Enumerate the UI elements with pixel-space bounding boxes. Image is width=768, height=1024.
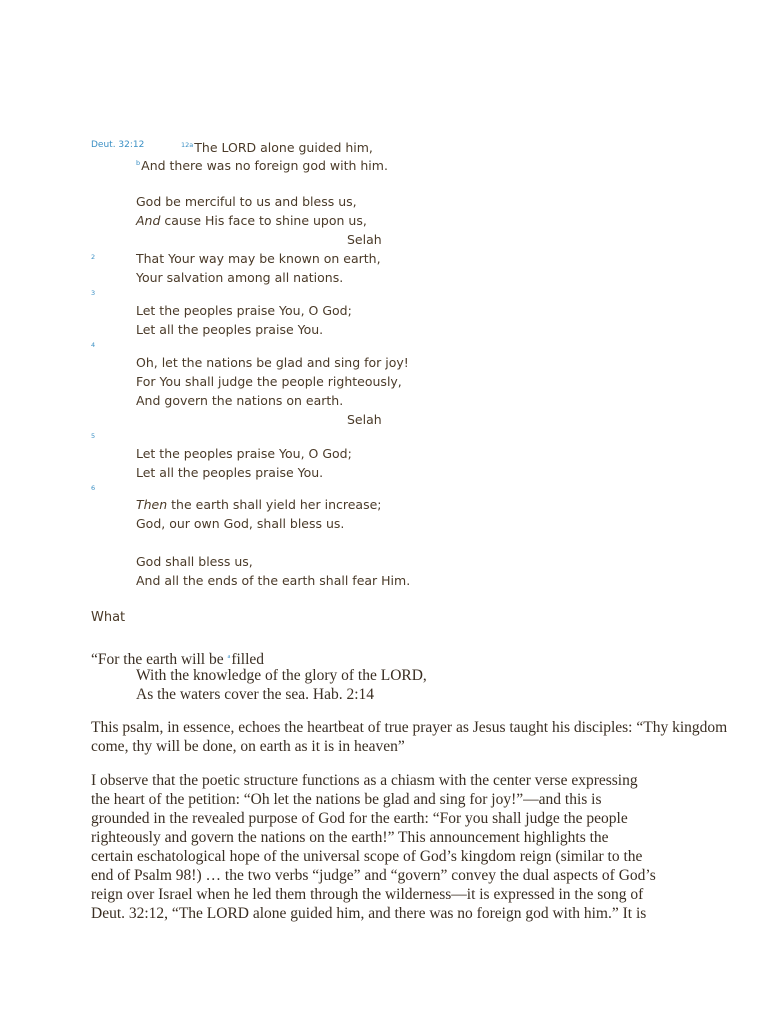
psalm-line: Oh, let the nations be glad and sing for joy! [136, 355, 409, 370]
paragraph-line: reign over Israel when he led them through the wilderness—it is expressed in the song of [91, 886, 644, 903]
section-heading: What [91, 610, 126, 625]
psalm-line: God be merciful to us and bless us, [136, 194, 357, 209]
verse-superscript: 12a [181, 141, 194, 149]
paragraph-line: Deut. 32:12, “The LORD alone guided him, and there was no foreign god with him.” It is [91, 905, 647, 922]
verse-number: 6 [91, 484, 96, 492]
commentary-paragraph-1: This psalm, in essence, echoes the heartbeat of true prayer as Jesus taught his disciples: “Thy kingdom come, thy will be done, on earth as it is in heaven” [91, 719, 728, 755]
quote-line-3: As the waters cover the sea. Hab. 2:14 [136, 686, 375, 703]
psalm-line: Let all the peoples praise You. [136, 322, 324, 337]
paragraph-line: righteously and govern the nations on the earth!” This announcement highlights the [91, 829, 609, 846]
verse-number: 4 [91, 341, 96, 349]
deut-line-2: $^b$And there was no foreign god with him. [136, 158, 388, 173]
quote-line-1: “For the earth will be $^a$filled [91, 651, 265, 668]
psalm-line: And cause His face to shine upon us, [136, 213, 367, 228]
commentary-paragraph-2 [91, 771, 656, 923]
psalm-line: God, our own God, shall bless us. [136, 516, 345, 531]
scripture-reference: Deut. 32:12 [91, 140, 145, 150]
psalm-line: Then the earth shall yield her increase; [136, 497, 382, 512]
verse-number: 5 [91, 432, 96, 440]
footnote-superscript: a [227, 653, 231, 660]
deut-line-1: $^{12a}$The LORD alone guided him, [181, 140, 373, 155]
selah-marker: Selah [347, 412, 382, 427]
psalm-line: And all the ends of the earth shall fear Him. [136, 573, 411, 588]
psalm-line: Your salvation among all nations. [136, 270, 344, 285]
quote-line-2: With the knowledge of the glory of the LORD, [136, 667, 427, 684]
psalm-line: And govern the nations on earth. [136, 393, 344, 408]
paragraph-line: grounded in the revealed purpose of God for the earth: “For you shall judge the people [91, 810, 628, 827]
verse-number: 2 [91, 253, 96, 261]
paragraph-line: I observe that the poetic structure functions as a chiasm with the center verse expressing [91, 772, 638, 789]
verse-number: 3 [91, 289, 96, 297]
verse-superscript: b [136, 159, 141, 167]
psalm-line: Let the peoples praise You, O God; [136, 303, 352, 318]
paragraph-line: certain eschatological hope of the universal scope of God’s kingdom reign (similar to the [91, 848, 643, 865]
psalm-line: Let all the peoples praise You. [136, 465, 324, 480]
psalm-line: God shall bless us, [136, 554, 253, 569]
psalm-line: That Your way may be known on earth, [136, 251, 381, 266]
selah-marker: Selah [347, 232, 382, 247]
psalm-line: For You shall judge the people righteously, [136, 374, 402, 389]
paragraph-line: the heart of the petition: “Oh let the nations be glad and sing for joy!”—and this is [91, 791, 602, 808]
psalm-line: Let the peoples praise You, O God; [136, 446, 352, 461]
paragraph-line: end of Psalm 98!) … the two verbs “judge” and “govern” convey the dual aspects of God’s [91, 867, 656, 884]
